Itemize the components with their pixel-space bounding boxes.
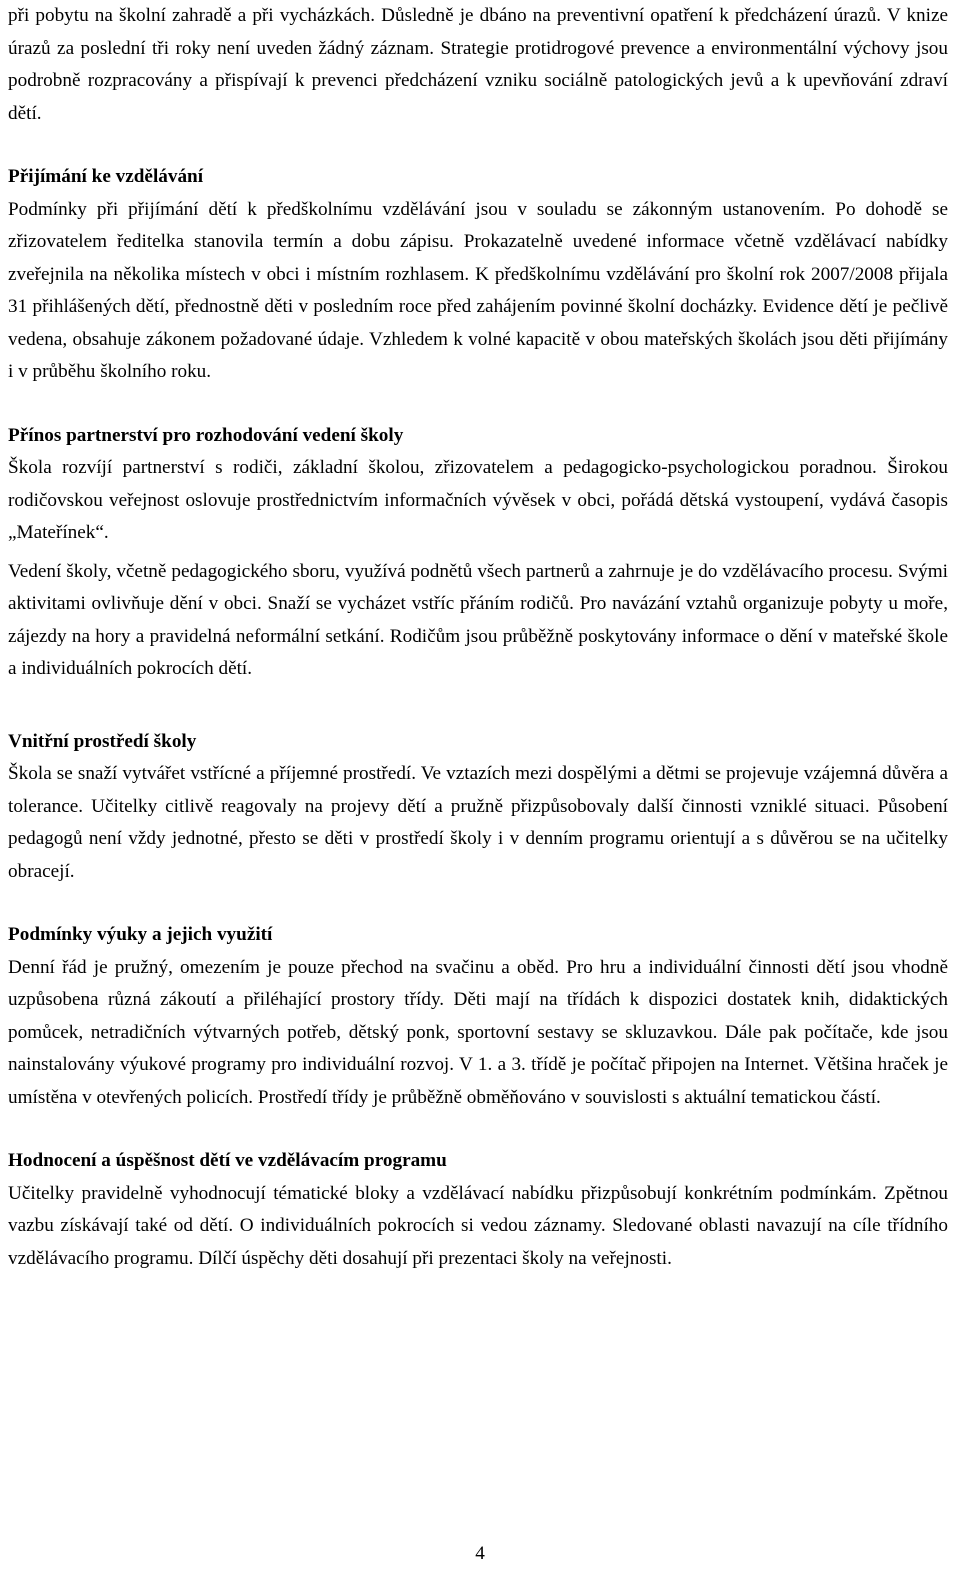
document-page — [8, 0, 948, 1275]
section-spacer — [8, 686, 948, 726]
section-spacer — [8, 1114, 948, 1145]
section-heading-evaluation: Hodnocení a úspěšnost dětí ve vzdělávacím programu — [8, 1150, 447, 1171]
section-heading-environment: Vnitřní prostředí školy — [8, 730, 197, 752]
environment-paragraph: Škola se snaží vytvářet vstřícné a příjemné prostředí. Ve vztazích mezi dospělými a dětmi se projevuje vzájemná důvěra a tolerance. Učitelky citlivě reagovaly na projevy dětí a pružně přizpůsobovaly další činnosti vzniklé situaci. Působení pedagogů není vždy jednotné, přesto se děti v prostředí školy i v denním programu orientují a s důvěrou se na učitelky obracejí. — [8, 763, 948, 882]
page-number: 4 — [475, 1543, 485, 1564]
section-heading-teaching-conditions: Podmínky výuky a jejich využití — [8, 924, 273, 945]
section-spacer — [8, 888, 948, 919]
section-spacer — [8, 389, 948, 420]
section-spacer — [8, 130, 948, 161]
admission-paragraph: Podmínky při přijímání dětí k předškolnímu vzdělávání jsou v souladu se zákonným ustanovením. Po dohodě se zřizovatelem ředitelka stanovila termín a dobu zápisu. Prokazatelně uvedené informace včetně vzdělávací nabídky zveřejnila na několika místech v obci i místním rozhlasem. K předškolnímu vzdělávání pro školní rok 2007/2008 přijala 31 přihlášených dětí, přednostně děti v posledním roce před zahájením povinné školní docházky. Evidence dětí je pečlivě vedena, obsahuje zákonem požadované údaje. Vzhledem k volné kapacitě v obou mateřských školách jsou děti přijímány i v průběhu školního roku. — [8, 198, 948, 382]
partnership-paragraph-1: Škola rozvíjí partnerství s rodiči, základní školou, zřizovatelem a pedagogicko-psychologickou poradnou. Širokou rodičovskou veřejnost oslovuje prostřednictvím informačních vývěsek v obci, pořádá dětská vystoupení, vydává časopis „Mateřínek“. — [8, 457, 948, 543]
evaluation-paragraph: Učitelky pravidelně vyhodnocují tématické bloky a vzdělávací nabídku přizpůsobují konkrétním podmínkám. Zpětnou vazbu získávají také od dětí. O individuálních pokrocích si vedou záznamy. Sledované oblasti navazují na cíle třídního vzdělávacího programu. Dílčí úspěchy děti dosahují při prezentaci školy na veřejnosti. — [8, 1182, 948, 1269]
partnership-paragraph-2: Vedení školy, včetně pedagogického sboru, využívá podnětů všech partnerů a zahrnuje je do vzdělávacího procesu. Svými aktivitami ovlivňuje dění v obci. Snaží se vycházet vstříc přáním rodičů. Pro navázání vztahů organizuje pobyty u moře, zájezdy na hory a pravidelná neformální setkání. Rodičům jsou průběžně poskytovány informace o dění v mateřské škole a individuálních pokrocích dětí. — [8, 560, 948, 679]
section-heading-partnership: Přínos partnerství pro rozhodování vedení školy — [8, 424, 404, 446]
intro-paragraph: při pobytu na školní zahradě a při vycházkách. Důsledně je dbáno na preventivní opatření k předcházení úrazů. V knize úrazů za poslední tři roky není uveden žádný záznam. Strategie protidrogové prevence a environmentální výchovy jsou podrobně rozpracovány a přispívají k prevenci předcházení vzniku sociálně patologických jevů a k upevňování zdraví dětí. — [8, 5, 948, 124]
teaching-conditions-paragraph: Denní řád je pružný, omezením je pouze přechod na svačinu a oběd. Pro hru a individuální činnosti dětí jsou vhodně uzpůsobena různá zákoutí a přiléhající prostory třídy. Děti mají na třídách k dispozici dostatek knih, didaktických pomůcek, netradičních výtvarných potřeb, dětský ponk, sportovní sestavy se skluzavkou. Dále pak počítače, kde jsou nainstalovány výukové programy pro individuální rozvoj. V 1. a 3. třídě je počítač připojen na Internet. Většina hraček je umístěna v otevřených policích. Prostředí třídy je průběžně obměňováno v souvislosti s aktuální tematickou částí. — [8, 956, 948, 1108]
section-heading-admission: Přijímání ke vzdělávání — [8, 166, 204, 187]
